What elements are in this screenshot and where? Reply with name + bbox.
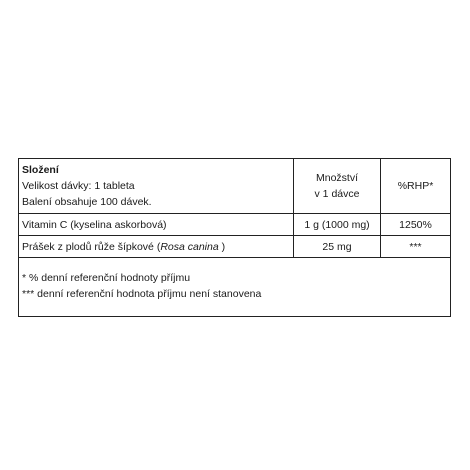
ingredient-name-suffix: ) bbox=[218, 240, 226, 253]
ingredient-name bbox=[19, 236, 294, 258]
ingredient-rhp: 1250% bbox=[381, 214, 451, 236]
table-header-row bbox=[19, 159, 451, 214]
ingredient-latin-name: Rosa canina bbox=[160, 240, 219, 253]
amount-header-cell bbox=[294, 159, 381, 214]
composition-table bbox=[18, 158, 451, 317]
amount-header-line1: Množství bbox=[315, 172, 358, 184]
ingredient-rhp: *** bbox=[381, 236, 451, 258]
table-row bbox=[19, 236, 451, 258]
table-row bbox=[19, 214, 451, 236]
package-contents: Balení obsahuje 100 dávek. bbox=[22, 196, 152, 208]
serving-size: Velikost dávky: 1 tableta bbox=[22, 180, 135, 192]
ingredient-name-prefix: Prášek z plodů růže šípkové ( bbox=[22, 240, 161, 253]
footnotes-cell bbox=[19, 258, 451, 317]
footnote-not-established: *** denní referenční hodnota příjmu není stanovena bbox=[22, 288, 262, 300]
ingredient-amount: 25 mg bbox=[294, 236, 381, 258]
composition-title: Složení bbox=[22, 164, 59, 176]
footnote-rhp: * % denní referenční hodnoty příjmu bbox=[22, 272, 191, 284]
rhp-header-cell: %RHP* bbox=[381, 159, 451, 214]
ingredient-name: Vitamin C (kyselina askorbová) bbox=[19, 214, 294, 236]
amount-header-line2: v 1 dávce bbox=[314, 188, 360, 200]
footnotes-row bbox=[19, 258, 451, 317]
composition-header-cell bbox=[19, 159, 294, 214]
ingredient-amount: 1 g (1000 mg) bbox=[294, 214, 381, 236]
